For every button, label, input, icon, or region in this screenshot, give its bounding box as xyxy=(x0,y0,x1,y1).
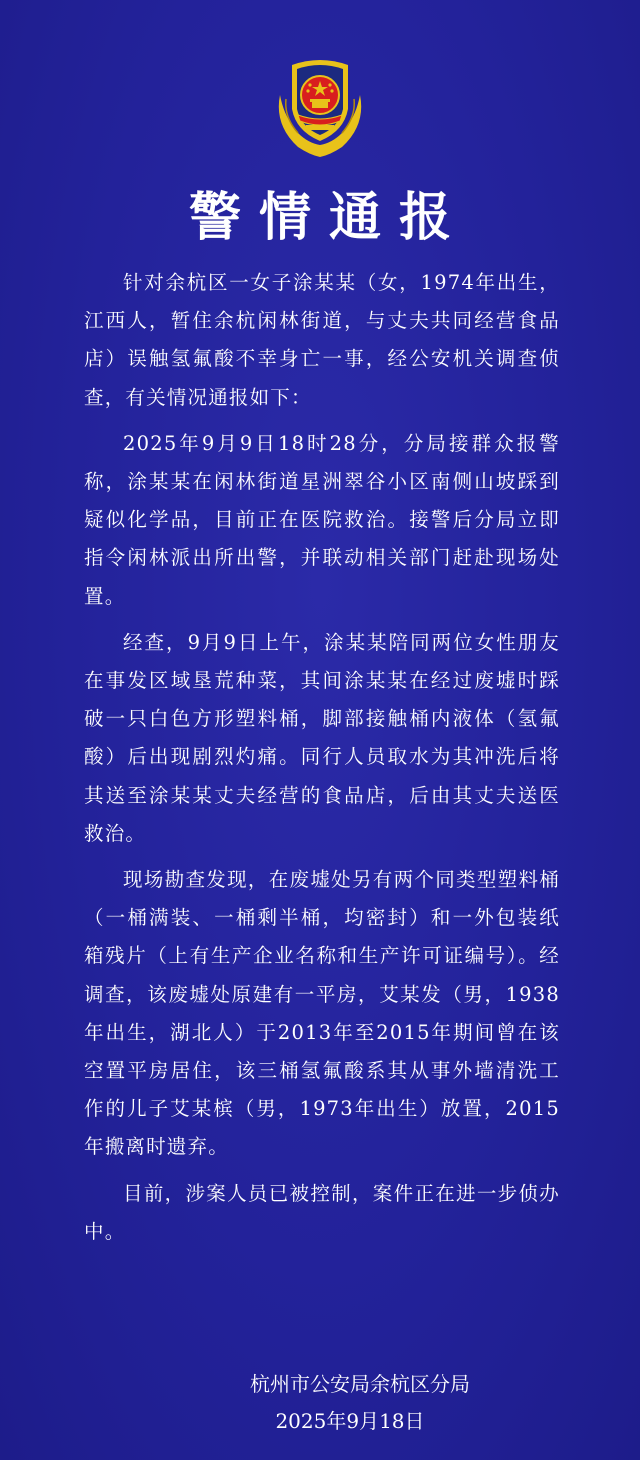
issue-date: 2025年9月18日 xyxy=(275,1409,425,1433)
police-emblem-icon xyxy=(272,55,368,159)
notice-paragraph: 2025年9月9日18时28分，分局接群众报警称，涂某某在闲林街道星洲翠谷小区南侧山坡踩到疑似化学品，目前正在医院救治。接警后分局立即指令闲林派出所出警，并联动相关部门赶赴现场处置。 xyxy=(84,431,560,608)
notice-body xyxy=(84,264,560,1259)
notice-paragraph: 经查，9月9日上午，涂某某陪同两位女性朋友在事发区域垦荒种菜，其间涂某某在经过废墟时踩破一只白色方形塑料桶，脚部接触桶内液体（氢氟酸）后出现剧烈灼痛。同行人员取水为其冲洗后将其送至涂某某丈夫经营的食品店，后由其丈夫送医救治。 xyxy=(84,630,560,845)
notice-paragraph: 目前，涉案人员已被控制，案件正在进一步侦办中。 xyxy=(84,1181,560,1243)
notice-paragraph: 针对余杭区一女子涂某某（女，1974年出生，江西人，暂住余杭闲林街道，与丈夫共同经营食品店）误触氢氟酸不幸身亡一事，经公安机关调查侦查，有关情况通报如下： xyxy=(84,271,560,409)
page-title: 警情通报 xyxy=(188,188,469,248)
issuing-organization: 杭州市公安局余杭区分局 xyxy=(250,1372,470,1396)
notice-paragraph: 现场勘查发现，在废墟处另有两个同类型塑料桶（一桶满装、一桶剩半桶，均密封）和一外包装纸箱残片（上有生产企业名称和生产许可证编号）。经调查，该废墟处原建有一平房，艾某发（男，1938年出生，湖北人）于2013年至2015年期间曾在该空置平房居住，该三桶氢氟酸系其从事外墙清洗工作的儿子艾某槟（男，1973年出生）放置，2015年搬离时遗弃。 xyxy=(84,868,560,1159)
